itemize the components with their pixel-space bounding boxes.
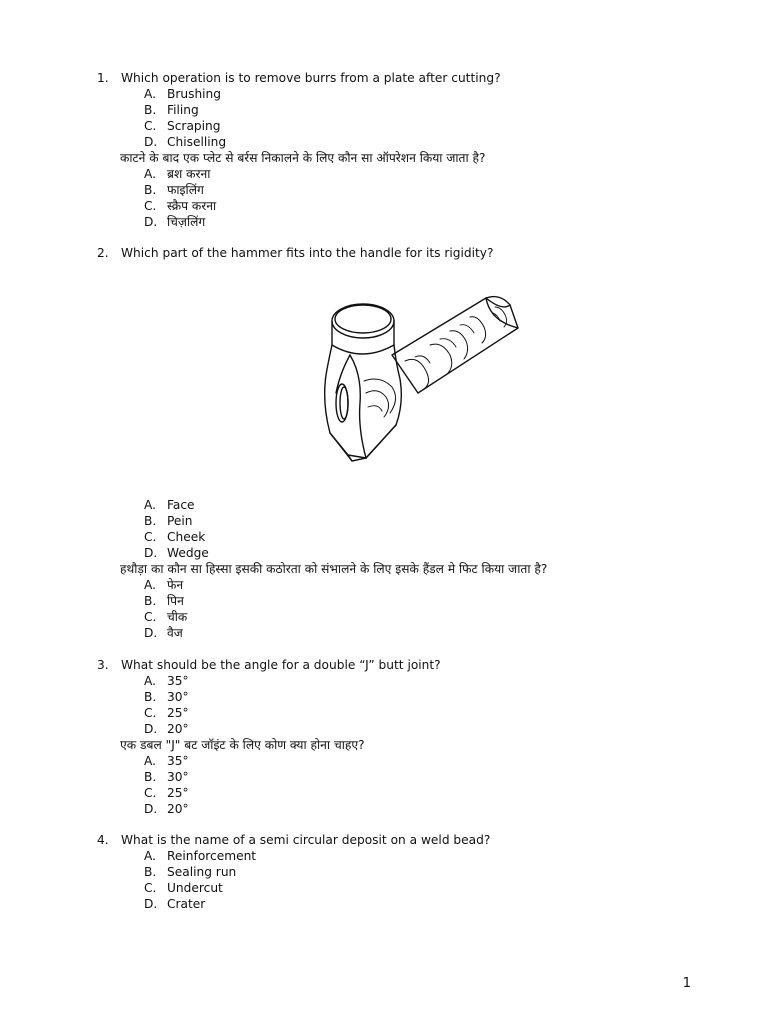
option-text: 30°	[167, 770, 189, 784]
question-text: What is the name of a semi circular deposit on a weld bead?	[121, 833, 491, 847]
hindi-question-text: एक डबल "J" बट जॉइंट के लिए कोण क्या होना चाहए?	[120, 738, 365, 752]
option-d	[144, 721, 737, 737]
option-a	[144, 86, 737, 102]
option-letter: B.	[144, 514, 157, 528]
option-letter: D.	[144, 897, 158, 911]
option-letter: D.	[144, 135, 158, 149]
option-letter: B.	[144, 770, 157, 784]
option-b	[144, 513, 737, 529]
option-a	[144, 848, 737, 864]
option-letter: C.	[144, 881, 157, 895]
option-text: Face	[167, 498, 195, 512]
question-stem	[97, 832, 737, 848]
option-text: वैज	[167, 626, 183, 640]
option-letter: B.	[144, 594, 157, 608]
option-letter: A.	[144, 167, 156, 181]
option-a	[144, 497, 737, 513]
question-number: 1.	[97, 71, 109, 85]
question-text: Which part of the hammer fits into the handle for its rigidity?	[121, 246, 494, 260]
option-text: Sealing run	[167, 865, 237, 879]
hindi-option-c	[144, 609, 737, 625]
option-d	[144, 545, 737, 561]
option-text: फाइलिंग	[167, 183, 204, 197]
option-text: Brushing	[167, 87, 222, 101]
page-number: 1	[682, 976, 691, 991]
option-text: Scraping	[167, 119, 221, 133]
option-text: 30°	[167, 690, 189, 704]
question-number: 2.	[97, 246, 109, 260]
option-letter: A.	[144, 498, 156, 512]
option-d	[144, 896, 737, 912]
hindi-option-d	[144, 214, 737, 230]
option-letter: A.	[144, 87, 156, 101]
hindi-options-list	[144, 577, 737, 641]
question-1	[97, 70, 737, 230]
option-text: 25°	[167, 786, 189, 800]
option-text: 20°	[167, 722, 189, 736]
option-text: ब्रश करना	[167, 167, 211, 181]
question-text: What should be the angle for a double “J” butt joint?	[121, 658, 441, 672]
option-letter: C.	[144, 610, 157, 624]
options-list	[144, 86, 737, 150]
option-letter: B.	[144, 103, 157, 117]
question-number: 4.	[97, 833, 109, 847]
option-letter: C.	[144, 530, 157, 544]
option-text: Chiselling	[167, 135, 227, 149]
option-letter: A.	[144, 849, 156, 863]
question-3	[97, 657, 737, 817]
question-stem	[97, 70, 737, 86]
option-c	[144, 705, 737, 721]
hindi-question-text: काटने के बाद एक प्लेट से बर्रस निकालने के लिए कौन सा ऑपरेशन किया जाता है?	[120, 151, 486, 165]
question-number: 3.	[97, 658, 109, 672]
option-letter: D.	[144, 215, 158, 229]
hindi-option-a	[144, 166, 737, 182]
hindi-option-a	[144, 577, 737, 593]
option-letter: A.	[144, 578, 156, 592]
option-b	[144, 689, 737, 705]
option-b	[144, 102, 737, 118]
option-c	[144, 529, 737, 545]
option-letter: C.	[144, 786, 157, 800]
option-letter: B.	[144, 183, 157, 197]
question-stem	[97, 245, 737, 261]
option-text: 25°	[167, 706, 189, 720]
option-letter: C.	[144, 119, 157, 133]
hammer-illustration	[300, 283, 530, 488]
option-text: स्क्रैप करना	[167, 199, 217, 213]
hindi-option-a	[144, 753, 737, 769]
options-list	[144, 848, 737, 912]
option-text: Reinforcement	[167, 849, 257, 863]
option-text: चीक	[167, 610, 188, 624]
option-text: Pein	[167, 514, 193, 528]
question-stem	[97, 657, 737, 673]
hindi-option-b	[144, 593, 737, 609]
hindi-option-b	[144, 182, 737, 198]
option-text: 20°	[167, 802, 189, 816]
option-letter: D.	[144, 802, 158, 816]
hindi-option-d	[144, 801, 737, 817]
hindi-option-d	[144, 625, 737, 641]
question-2	[97, 245, 737, 261]
option-c	[144, 118, 737, 134]
option-letter: A.	[144, 754, 156, 768]
option-text: पिन	[167, 594, 184, 608]
option-text: फेन	[167, 578, 184, 592]
option-text: 35°	[167, 674, 189, 688]
hindi-question-text: हथौड़ा का कौन सा हिस्सा इसकी कठोरता को संभालने के लिए इसके हैंडल मे फिट किया जाता है?	[120, 562, 548, 576]
option-letter: B.	[144, 690, 157, 704]
option-text: Wedge	[167, 546, 209, 560]
options-list	[144, 673, 737, 737]
option-letter: C.	[144, 706, 157, 720]
option-text: चिज़लिंग	[167, 215, 206, 229]
option-letter: D.	[144, 546, 158, 560]
hammer-figure	[300, 283, 530, 488]
question-text: Which operation is to remove burrs from a plate after cutting?	[121, 71, 501, 85]
option-text: Undercut	[167, 881, 223, 895]
hindi-options-list	[144, 166, 737, 230]
option-d	[144, 134, 737, 150]
hindi-option-c	[144, 785, 737, 801]
question-4	[97, 832, 737, 912]
option-letter: D.	[144, 626, 158, 640]
options-list	[144, 497, 737, 561]
hindi-options-list	[144, 753, 737, 817]
option-text: Filing	[167, 103, 199, 117]
option-text: Cheek	[167, 530, 206, 544]
option-text: 35°	[167, 754, 189, 768]
option-a	[144, 673, 737, 689]
option-letter: C.	[144, 199, 157, 213]
hindi-option-b	[144, 769, 737, 785]
option-letter: A.	[144, 674, 156, 688]
option-letter: B.	[144, 865, 157, 879]
question-2-options	[97, 497, 737, 641]
option-text: Crater	[167, 897, 206, 911]
hindi-option-c	[144, 198, 737, 214]
option-letter: D.	[144, 722, 158, 736]
option-c	[144, 880, 737, 896]
option-b	[144, 864, 737, 880]
